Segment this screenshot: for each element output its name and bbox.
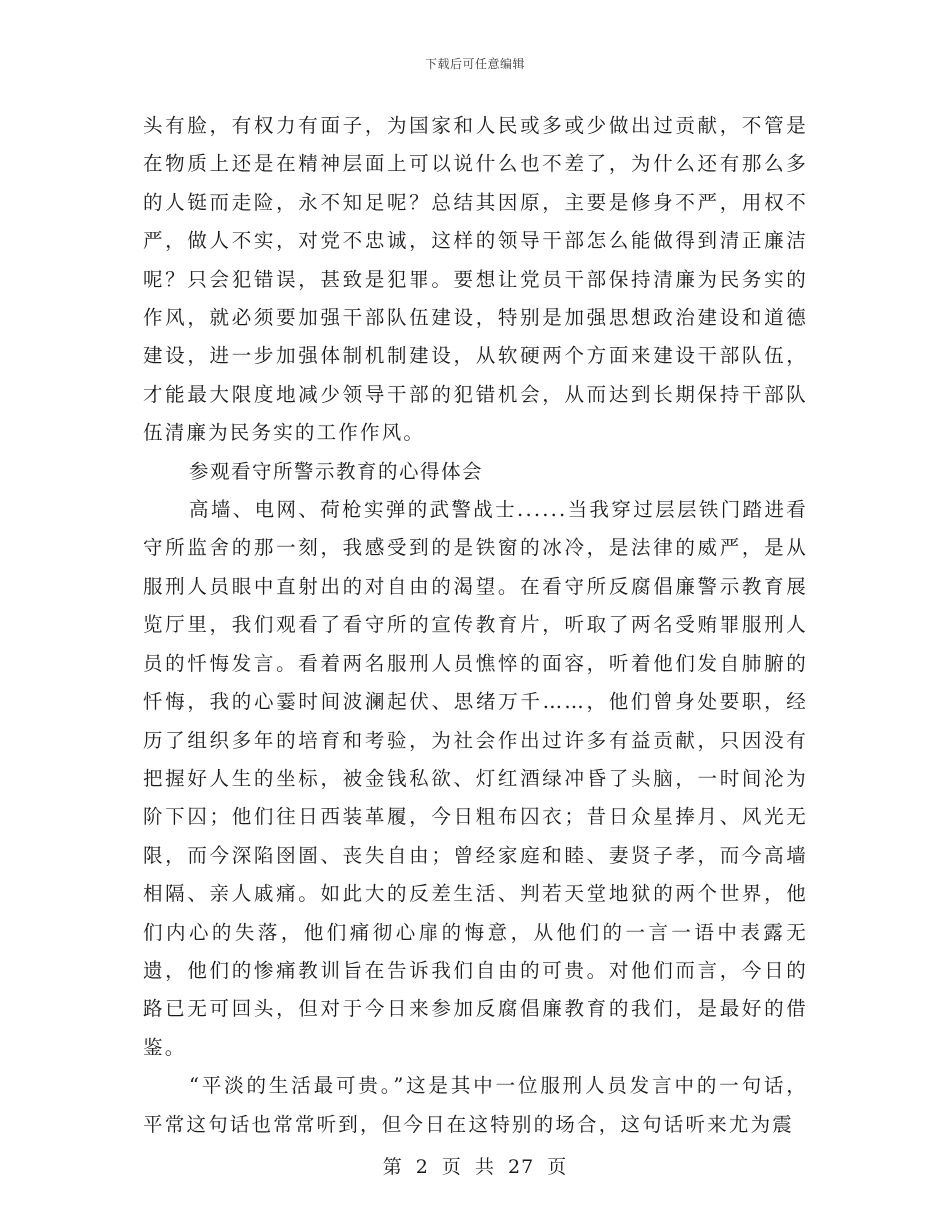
page-number-footer: 第 2 页 共 27 页 (382, 1156, 568, 1178)
page-header-note: 下载后可任意编辑 (424, 57, 525, 71)
paragraph-continuation: 头有脸，有权力有面子，为国家和人民或多或少做出过贡献，不管是在物质上还是在精神层面上可以说什么也不差了，为什么还有那么多的人铤而走险，永不知足呢？总结其因原，主要是修身不严，用权不严，做人不实，对党不忠诚，这样的领导干部怎么能做得到清正廉洁呢？只会犯错误，甚致是犯罪。要想让党员干部保持清廉为民务实的作风，就必须要加强干部队伍建设，特别是加强思想政治建设和道德建设，进一步加强体制机制建设，从软硬两个方面来建设干部队伍，才能最大限度地减少领导干部的犯错机会，从而达到长期保持干部队伍清廉为民务实的工作作风。 (143, 114, 808, 445)
section-heading: 参观看守所警示教育的心得体会 (189, 459, 484, 483)
paragraph: 高墙、电网、荷枪实弹的武警战士......当我穿过层层铁门踏进看守所监舍的那一刻，我感受到的是铁窗的冰冷，是法律的威严，是从服刑人员眼中直射出的对自由的渴望。在看守所反腐倡廉警示教育展览厅里，我们观看了看守所的宣传教育片，听取了两名受贿罪服刑人员的忏悔发言。看着两名服刑人员憔悴的面容，听着他们发自肺腑的忏悔，我的心霎时间波澜起伏、思绪万千……，他们曾身处要职，经历了组织多年的培育和考验，为社会作出过许多有益贡献，只因没有把握好人生的坐标，被金钱私欲、灯红酒绿冲昏了头脑，一时间沦为阶下囚；他们往日西装革履，今日粗布囚衣；昔日众星捧月、风光无限，而今深陷囹圄、丧失自由；曾经家庭和睦、妻贤子孝，而今高墙相隔、亲人戚痛。如此大的反差生活、判若天堂地狱的两个世界，他们内心的失落，他们痛彻心扉的悔意，从他们的一言一语中表露无遗，他们的惨痛教训旨在告诉我们自由的可贵。对他们而言，今日的路已无可回头，但对于今日来参加反腐倡廉教育的我们，是最好的借鉴。 (143, 498, 808, 1059)
paragraph: “平淡的生活最可贵。”这是其中一位服刑人员发言中的一句话，平常这句话也常常听到，但今日在这特别的场合，这句话听来尤为震 (143, 1074, 808, 1136)
document-body (143, 107, 808, 1144)
